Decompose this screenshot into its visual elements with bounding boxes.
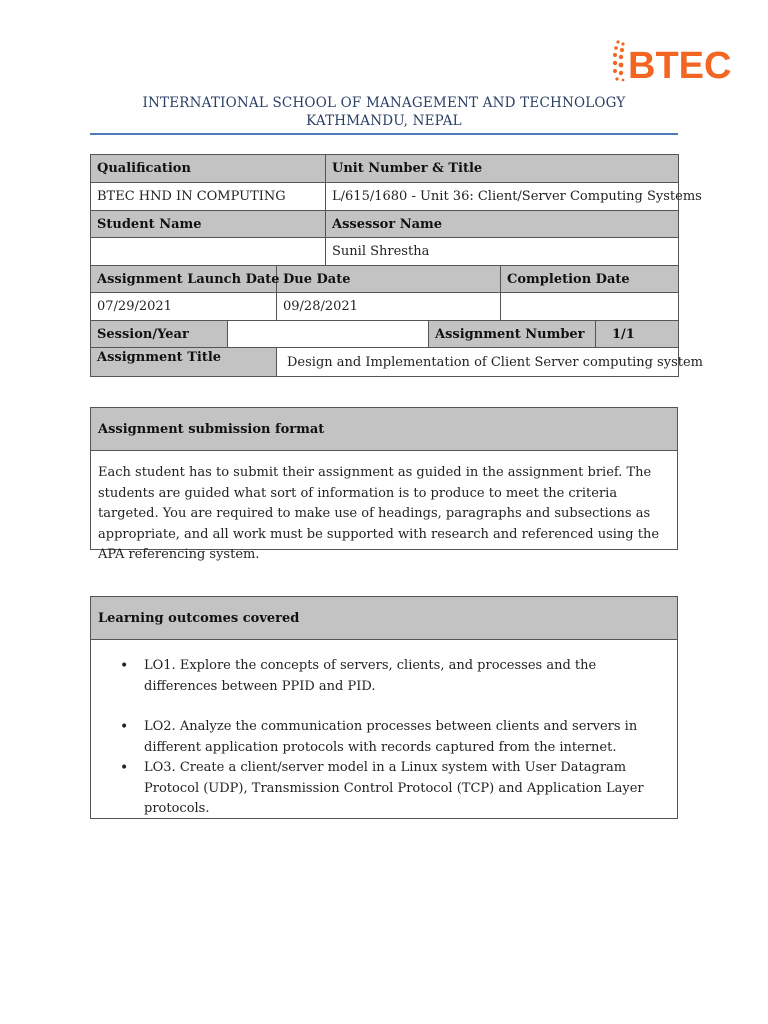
submission-format-section	[90, 407, 678, 562]
assignment-title-label: Assignment Title	[91, 348, 277, 377]
learning-outcomes-list	[98, 656, 670, 820]
completion-date-label: Completion Date	[501, 266, 679, 293]
learning-outcomes-title: Learning outcomes covered	[91, 597, 677, 640]
launch-date-label: Assignment Launch Date	[91, 266, 277, 293]
submission-format-title: Assignment submission format	[91, 408, 677, 451]
submission-format-body: Each student has to submit their assignment as guided in the assignment brief. The students are guided what sort of information is to produce to meet the criteria targeted. You are required to make use of headings, paragraphs and subsections as appropriate, and all work must be supported with research and referenced using the APA referencing system.	[98, 465, 660, 562]
launch-date-value: 07/29/2021	[91, 293, 277, 321]
qualification-value: BTEC HND IN COMPUTING	[91, 183, 326, 211]
table-row	[91, 266, 679, 293]
btec-logo-text: BTEC	[628, 45, 732, 87]
unit-value: L/615/1680 - Unit 36: Client/Server Computing Systems	[326, 183, 679, 211]
table-row	[91, 155, 679, 183]
school-name: INTERNATIONAL SCHOOL OF MANAGEMENT AND TECHNOLOGY	[142, 95, 626, 111]
table-row	[91, 348, 679, 377]
assessor-name-value: Sunil Shrestha	[326, 238, 679, 266]
due-date-label: Due Date	[277, 266, 501, 293]
assignment-number-label: Assignment Number	[429, 321, 596, 348]
school-header	[90, 94, 678, 130]
assignment-number-value: 1/1	[596, 321, 679, 348]
table-row	[91, 183, 679, 211]
learning-outcomes-section	[90, 596, 678, 819]
btec-logo	[610, 36, 732, 87]
list-item: • LO1. Explore the concepts of servers, clients, and processes and the differences between PPID and PID.	[144, 656, 670, 697]
session-year-label: Session/Year	[91, 321, 228, 348]
btec-logo-mark	[610, 36, 732, 87]
student-name-value	[91, 238, 326, 266]
due-date-value: 09/28/2021	[277, 293, 501, 321]
session-year-value	[228, 321, 429, 348]
list-item: • LO3. Create a client/server model in a Linux system with User Datagram Protocol (UDP), Transmission Control Protocol (TCP) and Application Layer protocols.	[144, 758, 670, 820]
table-row	[91, 211, 679, 238]
assignment-info-table	[90, 154, 703, 377]
unit-label: Unit Number & Title	[326, 155, 679, 183]
table-row	[91, 293, 679, 321]
assessor-name-label: Assessor Name	[326, 211, 679, 238]
completion-date-value	[501, 293, 679, 321]
table-row	[91, 238, 679, 266]
school-location: KATHMANDU, NEPAL	[306, 113, 462, 129]
qualification-label: Qualification	[91, 155, 326, 183]
header-divider	[90, 133, 678, 135]
table-row	[91, 321, 679, 348]
list-item: • LO2. Analyze the communication processes between clients and servers in different application protocols with records captured from the internet.	[144, 717, 670, 758]
student-name-label: Student Name	[91, 211, 326, 238]
assignment-title-value: Design and Implementation of Client Server computing system	[277, 348, 679, 377]
